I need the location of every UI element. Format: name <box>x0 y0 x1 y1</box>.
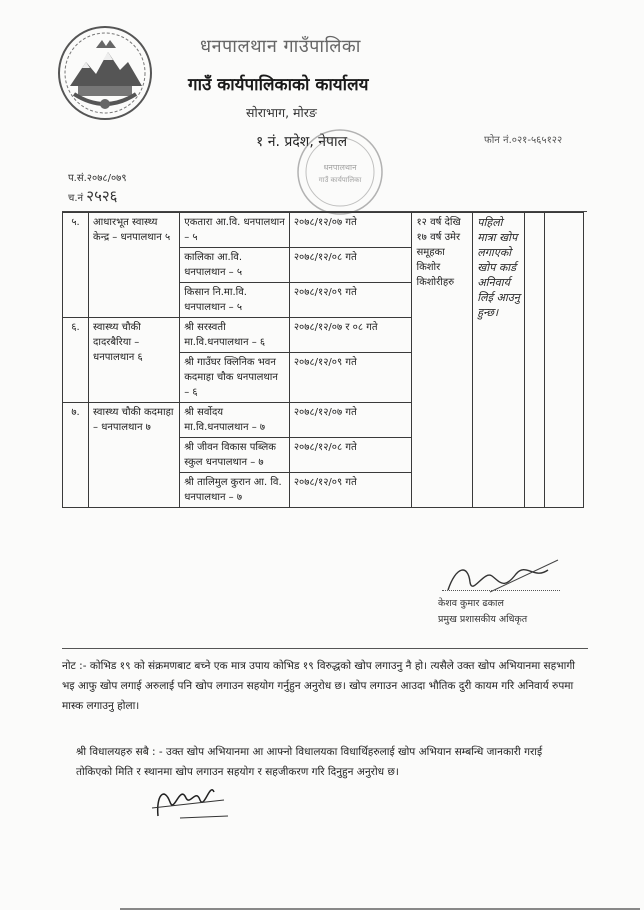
empty-cell <box>544 213 583 508</box>
school-name: श्री सर्वोदय मा.वि.धनपालथान – ७ <box>180 403 290 438</box>
signer-title: प्रमुख प्रशासकीय अधिकृत <box>438 614 528 625</box>
serial-number: ५. <box>63 213 89 318</box>
table-row <box>63 213 584 248</box>
letter-number: प.सं.२०७८/०७९ <box>68 173 127 184</box>
phone-number: फोन नं.०२१-५६५१२२ <box>484 135 563 146</box>
school-name: श्री सरस्वती मा.वि.धनपालथान – ६ <box>180 318 290 353</box>
initials-signature <box>150 776 230 822</box>
vaccination-date: २०७८/१२/०९ गते <box>289 473 412 508</box>
school-name: श्री गाउँघर क्लिनिक भवन कदमाहा चौक धनपालथान – ६ <box>180 353 290 403</box>
school-name: कालिका आ.वि. धनपालथान – ५ <box>180 248 290 283</box>
svg-text:धनपालथान: धनपालथान <box>323 163 357 172</box>
svg-text:गाउँ कार्यपालिका: गाउँ कार्यपालिका <box>318 176 362 184</box>
municipality-name: धनपालथान गाउँपालिका <box>200 36 361 57</box>
signer-name: केशव कुमार ढकाल <box>438 598 504 609</box>
signature-line <box>442 590 560 591</box>
school-name: किसान नि.मा.वि. धनपालथान – ५ <box>180 283 290 318</box>
dispatch-label: च.नं <box>68 193 84 204</box>
office-stamp <box>292 124 388 220</box>
vaccination-date: २०७८/१२/०८ गते <box>289 248 412 283</box>
vaccination-date: २०७८/१२/०९ गते <box>289 353 412 403</box>
schools-instruction: श्री विधालयहरु सबै : - उक्त खोप अभियानमा आ आफ्नो विधालयका विधार्थिहरुलाई खोप अभियान सम्बन्धि जानकारी गराई तोकिएको मिति र स्थानमा खोप लगाउन सहयोग र सहजीकरण गरि दिनुहुन अनुरोध छ। <box>76 746 543 778</box>
serial-number: ७. <box>63 403 89 508</box>
vaccination-date: २०७८/१२/०९ गते <box>289 283 412 318</box>
vaccination-date: २०७८/१२/०७ गते <box>289 213 412 248</box>
nepal-emblem-logo <box>56 24 154 122</box>
health-center: स्वास्थ्य चौकी दादरबैरिया – धनपालथान ६ <box>89 318 180 403</box>
handwritten-note: पहिलो मात्रा खोप लगाएको खोप कार्ड अनिवार्य लिई आउनु हुन्छ। <box>473 213 525 508</box>
age-group: १२ वर्ष देखि १७ वर्ष उमेर समूहका किशोर किशोरीहरु <box>412 213 473 508</box>
empty-cell <box>525 213 545 508</box>
covid-note: नोट :- कोभिड १९ को संक्रमणबाट बच्ने एक मात्र उपाय कोभिड १९ विरुद्धको खोप लगाउनु नै हो। त्यसैले उक्त खोप अभियानमा सहभागी भइ आफु खोप लगाई अरुलाई पनि खोप लगाउन सहयोग गर्नुहुन अनुरोध छ। खोप लगाउन आउदा भौतिक दुरी कायम गरि अनिवार्य रुपमा मास्क लगाउनु होला। <box>62 660 575 712</box>
health-center: स्वास्थ्य चौकी कदमाहा – धनपालथान ७ <box>89 403 180 508</box>
separator-line <box>62 648 588 649</box>
vaccination-date: २०७८/१२/०७ र ०८ गते <box>289 318 412 353</box>
province-line: १ नं. प्रदेश, नेपाल <box>256 134 348 150</box>
school-name: श्री जीवन विकास पब्लिक स्कुल धनपालथान – ७ <box>180 438 290 473</box>
health-center: आधारभूत स्वास्थ्य केन्द्र – धनपालथान ५ <box>89 213 180 318</box>
vaccination-date: २०७८/१२/०७ गते <box>289 403 412 438</box>
vaccination-schedule-table <box>62 212 584 508</box>
serial-number: ६. <box>63 318 89 403</box>
vaccination-date: २०७८/१२/०८ गते <box>289 438 412 473</box>
dispatch-value: २५२६ <box>86 187 118 205</box>
school-name: एकतारा आ.वि. धनपालथान – ५ <box>180 213 290 248</box>
office-name: गाउँ कार्यपालिकाको कार्यालय <box>188 75 369 95</box>
dispatch-number <box>68 186 117 206</box>
school-name: श्री तालिमुल कुरान आ. वि. धनपालथान – ७ <box>180 473 290 508</box>
office-address: सोराभाग, मोरङ <box>246 105 317 120</box>
